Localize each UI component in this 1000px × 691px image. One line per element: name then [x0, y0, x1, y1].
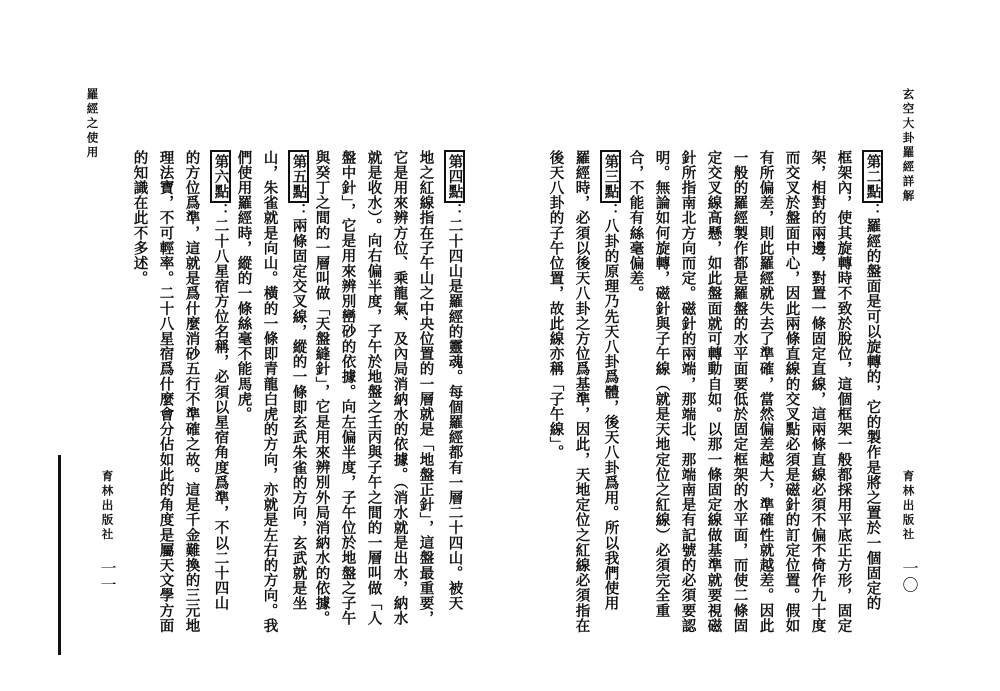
point6-line-3: 理法寶，不可輕率。二十八星宿爲什麼會分佔如此的角度是屬天文學方面 — [157, 150, 175, 634]
point2-line-6: 一般的羅經製作都是羅盤的水平面要低於固定框架的水平面，而使二條固 — [731, 150, 749, 634]
point4-line-4: 就是收水）。向右偏半度，子午於地盤之壬丙與子午之間的一層叫做「人 — [365, 150, 383, 626]
right-publisher: 育林出版社 — [901, 470, 916, 543]
point3-label: 第三點 — [600, 150, 621, 203]
left-publisher: 育林出版社 — [100, 470, 115, 543]
point4-label: 第四點 — [444, 150, 465, 203]
left-page-number: 一一 — [98, 560, 117, 594]
right-page-number: 一〇 — [900, 560, 919, 594]
point2-line-5: 有所偏差，則此羅經就失去了準確，當然偏差越大，準確性就越差。因此 — [757, 150, 775, 634]
point4-line-6: 與癸丁之間的一層叫做「天盤縫針」，它是用來辨別外局消納水的依據。 — [313, 150, 331, 626]
point3-line-2: 羅經時，必須以後天八卦之方位爲基準，因此，天地定位之紅線必須指在 — [573, 150, 591, 634]
point2-line-7: 定交叉線高懸，如此盤面就可轉動自如。以那一條固定線做基準就要視磁 — [705, 150, 723, 634]
right-header-title: 玄空大卦羅經詳解 — [901, 88, 916, 204]
point4-line-1: 第四點：二十四山是羅經的靈魂。每個羅經都有一層二十四山。被天 — [444, 150, 465, 611]
point6-line-4: 的知識在此不多述。 — [131, 150, 149, 286]
point4-line-2: 地之紅線指在子午山之中央位置的一層就是「地盤正針」，這盤最重要， — [417, 150, 435, 626]
point2-line-10: 合，不能有絲毫偏差。 — [627, 150, 645, 301]
point6-line-2: 的方位爲準，這就是爲什麼消砂五行不準確之故。這是千金難換的三元地 — [183, 150, 201, 634]
point5-line-3: 們使用羅經時，縱的一條絲毫不能馬虎。 — [235, 150, 253, 422]
point5-label: 第五點 — [288, 150, 309, 203]
point5-line-2: 山，朱雀就是向山。橫的一條即青龍白虎的方向，亦就是左右的方向。我 — [261, 150, 279, 634]
point2-line-8: 針所指南北方向而定。磁針的兩端，那端北、那端南是有記號的必須要認 — [679, 150, 697, 634]
point2-line-1: 第二點：羅經的盤面是可以旋轉的，它的製作是將之置於一個固定的 — [862, 150, 883, 611]
point3-line-3: 後天八卦的子午位置，故此線亦稱「子午線」。 — [547, 150, 565, 460]
point2-line-2: 框架內，使其旋轉時不致於脫位，這個框架一般都採用平底正方形，固定 — [835, 150, 853, 634]
point2-line-9: 明。無論如何旋轉，磁針與子午線（就是天地定位之紅線）必須完全重 — [653, 150, 671, 619]
point6-label: 第六點 — [210, 150, 231, 203]
point3-line-1: 第三點：八卦的原理乃先天八卦爲體，後天八卦爲用。所以我們使用 — [600, 150, 621, 611]
left-header-title: 羅經之使用 — [85, 88, 100, 161]
point5-line-1: 第五點：兩條固定交叉線，縱的一條即玄武朱雀的方向，玄武就是坐 — [288, 150, 309, 611]
point2-line-4: 而交叉於盤面中心，因此兩條直線的交叉點必須是磁針的訂定位置。假如 — [783, 150, 801, 634]
point4-line-5: 盤中針」，它是用來辨別巒砂的依據。向左偏半度，子午位於地盤之子午 — [339, 150, 357, 626]
point2-line-3: 架，相對的兩邊，對置一條固定直線，這兩條直線必須不偏不倚作九十度 — [809, 150, 827, 634]
point6-line-1: 第六點：二十八星宿方位名稱，必須以星宿角度爲準，不以二十四山 — [210, 150, 231, 611]
point4-line-3: 它是用來辨方位、乘龍氣、及內局消納水的依據。（消水就是出水，納水 — [391, 150, 409, 626]
point2-label: 第二點 — [862, 150, 883, 203]
margin-rule — [58, 455, 61, 655]
